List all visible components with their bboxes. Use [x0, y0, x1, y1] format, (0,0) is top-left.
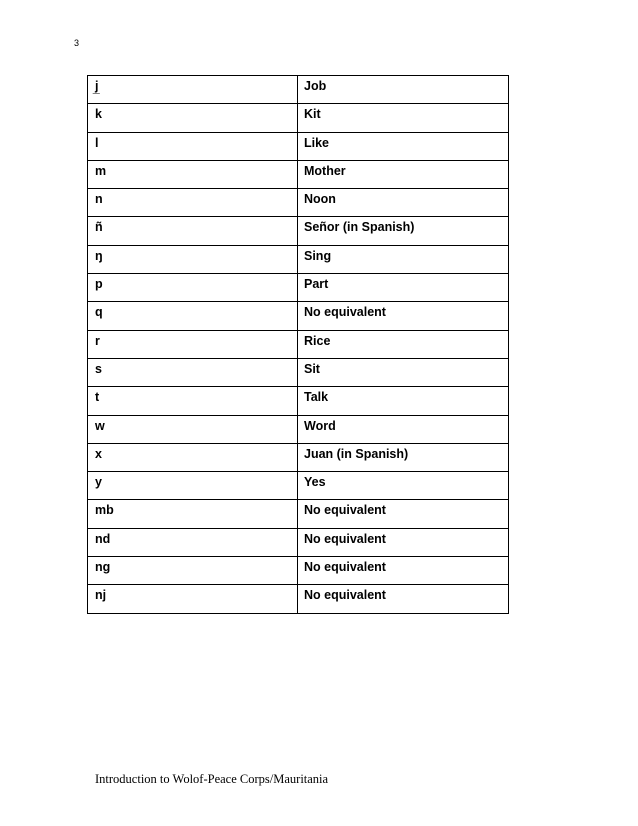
table-row: [88, 132, 509, 160]
letter-cell: j̲: [88, 76, 298, 104]
letter-cell: k: [88, 104, 298, 132]
example-word-cell: Part: [298, 274, 509, 302]
example-word-cell: Talk: [298, 387, 509, 415]
letter-cell: m: [88, 160, 298, 188]
table-row: [88, 528, 509, 556]
example-word-cell: Yes: [298, 472, 509, 500]
example-word-cell: Word: [298, 415, 509, 443]
example-word-cell: No equivalent: [298, 302, 509, 330]
table-row: [88, 443, 509, 471]
table-row: [88, 302, 509, 330]
letter-cell: s: [88, 358, 298, 386]
example-word-cell: No equivalent: [298, 557, 509, 585]
letter-cell: x: [88, 443, 298, 471]
example-word-cell: Rice: [298, 330, 509, 358]
example-word-cell: Noon: [298, 189, 509, 217]
example-word-cell: No equivalent: [298, 528, 509, 556]
example-word-cell: No equivalent: [298, 585, 509, 613]
letter-cell: p: [88, 274, 298, 302]
table-row: [88, 217, 509, 245]
example-word-cell: Juan (in Spanish): [298, 443, 509, 471]
example-word-cell: Kit: [298, 104, 509, 132]
page-footer: Introduction to Wolof-Peace Corps/Mauritania: [95, 772, 329, 786]
letter-cell: t: [88, 387, 298, 415]
table-row: [88, 330, 509, 358]
example-word-cell: Like: [298, 132, 509, 160]
table-row: [88, 189, 509, 217]
letter-cell: nd: [88, 528, 298, 556]
page-number: 3: [74, 38, 80, 48]
example-word-cell: Mother: [298, 160, 509, 188]
letter-cell: r: [88, 330, 298, 358]
example-word-cell: Sit: [298, 358, 509, 386]
letter-cell: ŋ: [88, 245, 298, 273]
example-word-cell: No equivalent: [298, 500, 509, 528]
table-row: [88, 472, 509, 500]
table-row: [88, 160, 509, 188]
table-row: [88, 585, 509, 613]
example-word-cell: Señor (in Spanish): [298, 217, 509, 245]
letter-cell: n: [88, 189, 298, 217]
example-word-cell: Sing: [298, 245, 509, 273]
letter-cell: l: [88, 132, 298, 160]
table-row: [88, 415, 509, 443]
letter-cell: w: [88, 415, 298, 443]
alphabet-table-body: [88, 76, 509, 614]
example-word-cell: Job: [298, 76, 509, 104]
alphabet-table: [87, 75, 509, 614]
letter-cell: ñ: [88, 217, 298, 245]
letter-cell: mb: [88, 500, 298, 528]
letter-cell: q: [88, 302, 298, 330]
table-row: [88, 500, 509, 528]
letter-cell: ng: [88, 557, 298, 585]
letter-cell: y: [88, 472, 298, 500]
letter-cell: nj: [88, 585, 298, 613]
table-row: [88, 557, 509, 585]
table-row: [88, 104, 509, 132]
table-row: [88, 274, 509, 302]
table-row: [88, 245, 509, 273]
table-row: [88, 358, 509, 386]
table-row: [88, 76, 509, 104]
table-row: [88, 387, 509, 415]
